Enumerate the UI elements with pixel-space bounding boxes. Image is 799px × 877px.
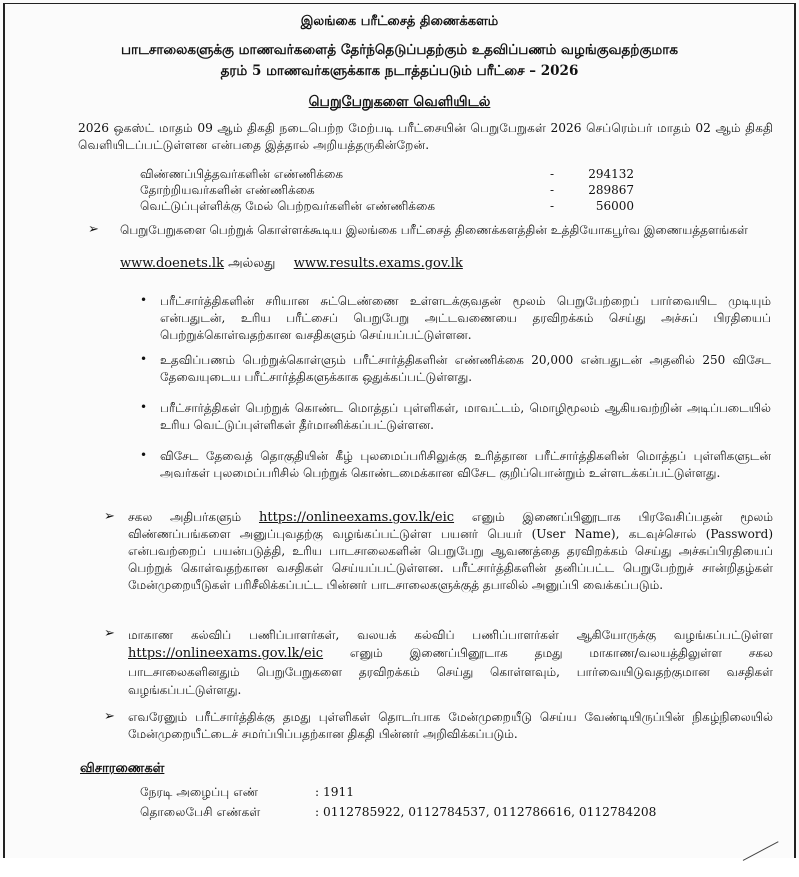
exam-title (30, 40, 769, 82)
inquiries-title: விசாரணைகள் (80, 761, 165, 776)
stat-dash: - (550, 199, 555, 213)
principals-text-start: சகல அதிபர்களும் (128, 510, 242, 524)
dot-bullet-icon: • (140, 448, 148, 462)
principals-eic-link[interactable]: https://onlineexams.gov.lk/eic (258, 510, 455, 525)
arrow-bullet-icon: ➢ (104, 626, 115, 641)
link-connector: அல்லது (228, 256, 276, 271)
stat-row-applied (140, 167, 680, 183)
directors-text-end: எனும் இணைப்பினூடாக தமது மாகாண/வலயத்திலுள்ள சகல பாடசாலைகளினதும் பெறுபேறுகளை தரவிறக்கம் செய்து கொள்ளவும், பார்வையிடுவதற்குமான வசதிகள் வழங்கப்பட்டுள்ளது. (128, 646, 773, 697)
hotline-value: : 1911 (315, 785, 354, 799)
principals-paragraph (128, 509, 773, 594)
notice-title-text: பெறுபேறுகளை வெளியிடல் (308, 94, 491, 110)
arrow-bullet-icon: ➢ (88, 222, 99, 237)
appeal-paragraph: எவரேனும் பரீட்சார்த்திக்கு தமது புள்ளிகள் தொடர்பாக மேன்முறையீடு செய்ய வேண்டியிருப்பின் நிகழ்நிலையில் மேன்முறையீட்டைச் சமர்ப்பிப்பதற்கான திகதி பின்னர் அறிவிக்கப்படும். (128, 710, 773, 741)
doenets-link[interactable]: www.doenets.lk (120, 256, 224, 271)
dot-bullet-icon: • (140, 400, 148, 414)
phone-label: தொலைபேசி எண்கள் (140, 805, 261, 819)
phone-value: : 0112785922, 0112784537, 0112786616, 0112784208 (315, 805, 657, 819)
stat-row-sat (140, 183, 680, 199)
directors-eic-link[interactable]: https://onlineexams.gov.lk/eic (128, 646, 324, 661)
intro-paragraph: 2026 ஒகஸ்ட் மாதம் 09 ஆம் திகதி நடைபெற்ற மேற்படி பரீட்சையின் பெறுபேறுகள் 2026 செப்ரெம்பர் மாதம் 02 ஆம் திகதி வெளியிடப்பட்டுள்ளன என்பதை இத்தால் அறியத்தருகின்றேன். (78, 121, 773, 152)
exam-title-line2: தரம் 5 மாணவர்களுக்காக நடாத்தப்படும் பரீட்சை – 2026 (220, 63, 579, 79)
stat-row-passed (140, 199, 680, 215)
directors-paragraph (128, 626, 773, 699)
stat-dash: - (550, 167, 555, 181)
stat-label: தோற்றியவர்களின் எண்ணிக்கை (140, 183, 315, 197)
dot-bullet-icon: • (140, 352, 148, 366)
arrow-bullet-icon: ➢ (104, 709, 115, 724)
stat-value: 289867 (588, 183, 634, 197)
stat-label: வெட்டுப்புள்ளிக்கு மேல் பெற்றவர்களின் எண்ணிக்கை (140, 199, 436, 213)
websites-intro: பெறுபேறுகளை பெற்றுக் கொள்ளக்கூடிய இலங்கை பரீட்சைத் திணைக்களத்தின் உத்தியோகபூர்வ இணையத்தளங்கள் (120, 223, 748, 237)
department-name: இலங்கை பரீட்சைத் திணைக்களம் (300, 14, 499, 29)
exam-title-line1: பாடசாலைகளுக்கு மாணவர்களைத் தேர்ந்தெடுப்பதற்கும் உதவிப்பணம் வழங்குவதற்குமாக (121, 42, 678, 58)
arrow-bullet-icon: ➢ (104, 509, 115, 524)
directors-text-start: மாகாண கல்விப் பணிப்பாளர்கள், வலயக் கல்விப் பணிப்பாளர்கள் ஆகியோருக்கு வழங்கப்பட்டுள்ள (128, 628, 773, 642)
bullet-item-4: விசேட தேவைத் தொகுதியின் கீழ் புலமைப்பரிசிலுக்கு உரித்தான பரீட்சார்த்திகளின் மொத்தப் புள்ளிகளுடன் அவர்கள் புலமைப்பரிசில் பெற்றுக் கொண்டமைக்கான விசேட குறிப்பொன்றும் உள்ளடக்கப்பட்டுள்ளது. (160, 449, 771, 480)
results-link[interactable]: www.results.exams.gov.lk (293, 256, 463, 271)
stat-value: 294132 (588, 167, 634, 181)
stat-value: 56000 (595, 199, 634, 213)
bullet-item-1: பரீட்சார்த்திகளின் சரியான சுட்டெண்ணை உள்ளடக்குவதன் மூலம் பெறுபேற்றைப் பார்வையிட முடியும் என்பதுடன், உரிய பரீட்சைப் பெறுபேறு அட்டவணையை தரவிறக்கம் செய்து அச்சுப் பிரதியைப் பெற்றுக்கொள்வதற்கான வசதிகளும் செய்யப்பட்டுள்ளன. (160, 294, 771, 342)
notice-title (0, 94, 799, 112)
stat-label: விண்ணப்பித்தவர்களின் எண்ணிக்கை (140, 167, 344, 181)
bullet-item-2: உதவிப்பணம் பெற்றுக்கொள்ளும் பரீட்சார்த்திகளின் எண்ணிக்கை 20,000 என்பதுடன் அதனில் 250 விசேட தேவையுடைய பரீட்சார்த்திகளுக்காக ஒதுக்கப்பட்டுள்ளது. (160, 353, 771, 384)
dot-bullet-icon: • (140, 293, 148, 307)
bullet-item-3: பரீட்சார்த்திகள் பெற்றுக் கொண்ட மொத்தப் புள்ளிகள், மாவட்டம், மொழிமூலம் ஆகியவற்றின் அடிப்படையில் உரிய வெட்டுப்புள்ளிகள் தீர்மானிக்கப்பட்டுள்ளன. (160, 401, 771, 432)
hotline-label: நேரடி அழைப்பு எண் (140, 785, 259, 799)
websites-links (120, 256, 463, 272)
principals-text-end: எனும் இணைப்பினூடாக பிரவேசிப்பதன் மூலம் விண்ணப்பங்களை அனுப்புவதற்கு வழங்கப்பட்டுள்ள பயனர் பெயர் (User Name), கடவுச்சொல் (Password) என்பவற்றைப் பயன்படுத்தி, உரிய பாடசாலைகளின் பெறுபேறு ஆவணத்தை தரவிறக்கம் செய்து அச்சுப்பிரதியைப் பெற்றுக் கொள்வதற்கான வசதிகள் செய்யப்பட்டுள்ளன. பரீட்சார்த்திகளின் தனிப்பட்ட பெறுபேற்றுச் சான்றிதழ்கள் மேன்முறையீடுகள் பரிசீலிக்கப்பட்ட பின்னர் பாடசாலைகளுக்குத் தபாலில் அனுப்பி வைக்கப்படும். (128, 510, 773, 592)
stat-dash: - (550, 183, 555, 197)
stats-table (140, 167, 680, 215)
